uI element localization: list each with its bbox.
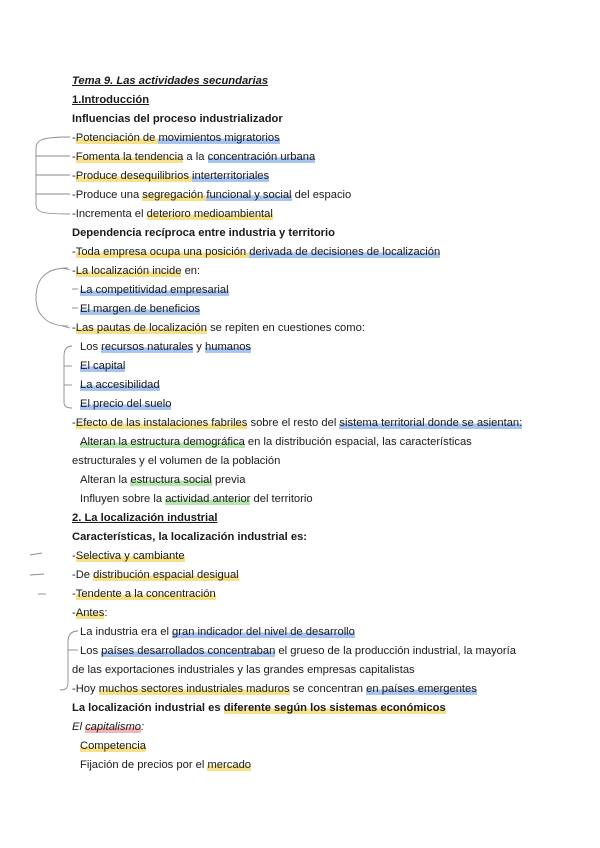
text-span: -	[72, 265, 76, 277]
text-span: -	[72, 588, 76, 600]
text-span: :	[141, 721, 145, 733]
highlighted-text: La competitividad empresarial	[80, 284, 229, 296]
highlighted-text: humanos	[205, 341, 252, 353]
note-line	[72, 586, 216, 603]
text-span: estructurales y el volumen de la población	[72, 455, 281, 467]
text-span: se repiten en cuestiones como:	[206, 322, 365, 334]
text-span: La localización industrial es	[72, 702, 224, 714]
text-span: de las exportaciones industriales y las grandes empresas capitalistas	[72, 664, 415, 676]
text-span: en:	[181, 265, 201, 277]
text-span: el grueso de la producción industrial, la mayoría	[275, 645, 516, 657]
note-line	[72, 415, 522, 432]
note-line	[80, 472, 245, 489]
note-line	[72, 149, 315, 166]
highlighted-text: interterritoriales	[192, 170, 270, 182]
highlighted-text: gran indicador del nivel de desarrollo	[172, 626, 355, 638]
highlighted-text: sistema territorial donde se asientan:	[339, 417, 523, 429]
note-line	[72, 453, 280, 470]
highlighted-text: El precio del suelo	[80, 398, 172, 410]
note-line	[72, 548, 185, 565]
highlighted-text: El margen de beneficios	[80, 303, 201, 315]
note-line	[80, 757, 251, 774]
highlighted-text: Antes	[75, 607, 105, 619]
highlighted-text: actividad anterior	[165, 493, 251, 505]
note-line	[72, 681, 477, 698]
note-line	[80, 396, 171, 413]
text-span: del territorio	[250, 493, 313, 505]
highlighted-text: recursos naturales	[101, 341, 194, 353]
text-span: Los	[80, 341, 102, 353]
note-line	[80, 643, 516, 660]
highlighted-text: Potenciación de	[75, 132, 159, 144]
note-line	[80, 624, 355, 641]
highlighted-text: El capital	[80, 360, 126, 372]
highlighted-text: Las pautas de localización	[75, 322, 207, 334]
note-line	[72, 168, 269, 185]
note-line	[80, 738, 146, 755]
highlighted-text: estructura social	[130, 474, 212, 486]
note-line	[80, 358, 125, 375]
text-span: La industria era el	[80, 626, 173, 638]
note-line	[80, 491, 313, 508]
note-line	[80, 377, 160, 394]
text-span: Fijación de precios por el	[80, 759, 208, 771]
text-span: sobre el resto del	[247, 417, 340, 429]
note-line	[72, 719, 144, 736]
highlighted-text: La accesibilidad	[80, 379, 160, 391]
note-line	[80, 434, 472, 451]
note-line	[72, 73, 268, 90]
text-span: Dependencia recíproca entre industria y territorio	[72, 227, 335, 239]
text-span: Influencias del proceso industrializador	[72, 113, 283, 125]
highlighted-text: Efecto de las instalaciones fabriles	[75, 417, 248, 429]
text-span: :	[104, 607, 108, 619]
note-line	[80, 339, 251, 356]
highlighted-text: Alteran la estructura demográfica	[80, 436, 245, 448]
highlighted-text: países desarrollados concentraban	[101, 645, 276, 657]
note-line	[72, 320, 365, 337]
text-span: -De	[72, 569, 94, 581]
highlighted-text: La localización incide	[75, 265, 182, 277]
highlighted-text: movimientos migratorios	[158, 132, 280, 144]
highlighted-text: Produce desequilibrios	[75, 170, 193, 182]
highlighted-text: deterioro medioambiental	[146, 208, 273, 220]
text-span: Influyen sobre la	[80, 493, 166, 505]
text-span: -Produce una	[72, 189, 143, 201]
text-span: 2. La localización industrial	[72, 512, 218, 524]
text-span: -	[72, 322, 76, 334]
text-span: Tema 9. Las actividades secundarias	[72, 75, 269, 87]
text-span: El	[72, 721, 86, 733]
note-line	[72, 662, 415, 679]
highlighted-text: segregación	[142, 189, 207, 201]
text-span: -	[72, 550, 76, 562]
note-line	[72, 206, 273, 223]
note-line	[72, 187, 351, 204]
text-span: a la	[183, 151, 208, 163]
text-span: -	[72, 246, 76, 258]
note-line	[72, 92, 149, 109]
highlighted-text: en países emergentes	[366, 683, 477, 695]
note-line	[72, 130, 280, 147]
highlighted-text: muchos sectores industriales maduros	[98, 683, 290, 695]
text-span: -	[72, 607, 76, 619]
highlighted-text: mercado	[207, 759, 252, 771]
highlighted-text: Tendente a la concentración	[75, 588, 216, 600]
note-line	[72, 244, 440, 261]
note-line	[72, 225, 335, 242]
note-line	[80, 301, 200, 318]
note-line	[72, 510, 217, 527]
text-span: -	[72, 170, 76, 182]
highlighted-text: Toda empresa ocupa una posición	[75, 246, 250, 258]
note-line	[72, 567, 239, 584]
note-line	[72, 263, 200, 280]
text-span: -	[72, 151, 76, 163]
text-span: 1.Introducción	[72, 94, 150, 106]
highlighted-text: distribución espacial desigual	[93, 569, 239, 581]
highlighted-text: Selectiva y cambiante	[75, 550, 185, 562]
text-span: en la distribución espacial, las características	[244, 436, 472, 448]
text-span: -Hoy	[72, 683, 99, 695]
highlighted-text: Fomenta la tendencia	[75, 151, 184, 163]
highlighted-text: concentración urbana	[207, 151, 316, 163]
text-span: previa	[211, 474, 246, 486]
text-span: Los	[80, 645, 102, 657]
highlighted-text: funcional y social	[206, 189, 292, 201]
highlighted-text: derivada de decisiones de localización	[249, 246, 441, 258]
text-span: -	[72, 417, 76, 429]
text-span: se concentran	[289, 683, 367, 695]
text-span: y	[193, 341, 205, 353]
text-span: -Incrementa el	[72, 208, 147, 220]
text-span: Características, la localización industrial es:	[72, 531, 308, 543]
text-span: Alteran la	[80, 474, 131, 486]
note-line	[80, 282, 229, 299]
note-line	[72, 529, 307, 546]
highlighted-text: diferente según los sistemas económicos	[223, 702, 446, 714]
highlighted-text: Competencia	[80, 740, 146, 752]
text-span: del espacio	[291, 189, 352, 201]
highlighted-text: capitalismo	[85, 721, 142, 733]
note-line	[72, 605, 107, 622]
note-line	[72, 700, 446, 717]
text-span: -	[72, 132, 76, 144]
note-line	[72, 111, 283, 128]
